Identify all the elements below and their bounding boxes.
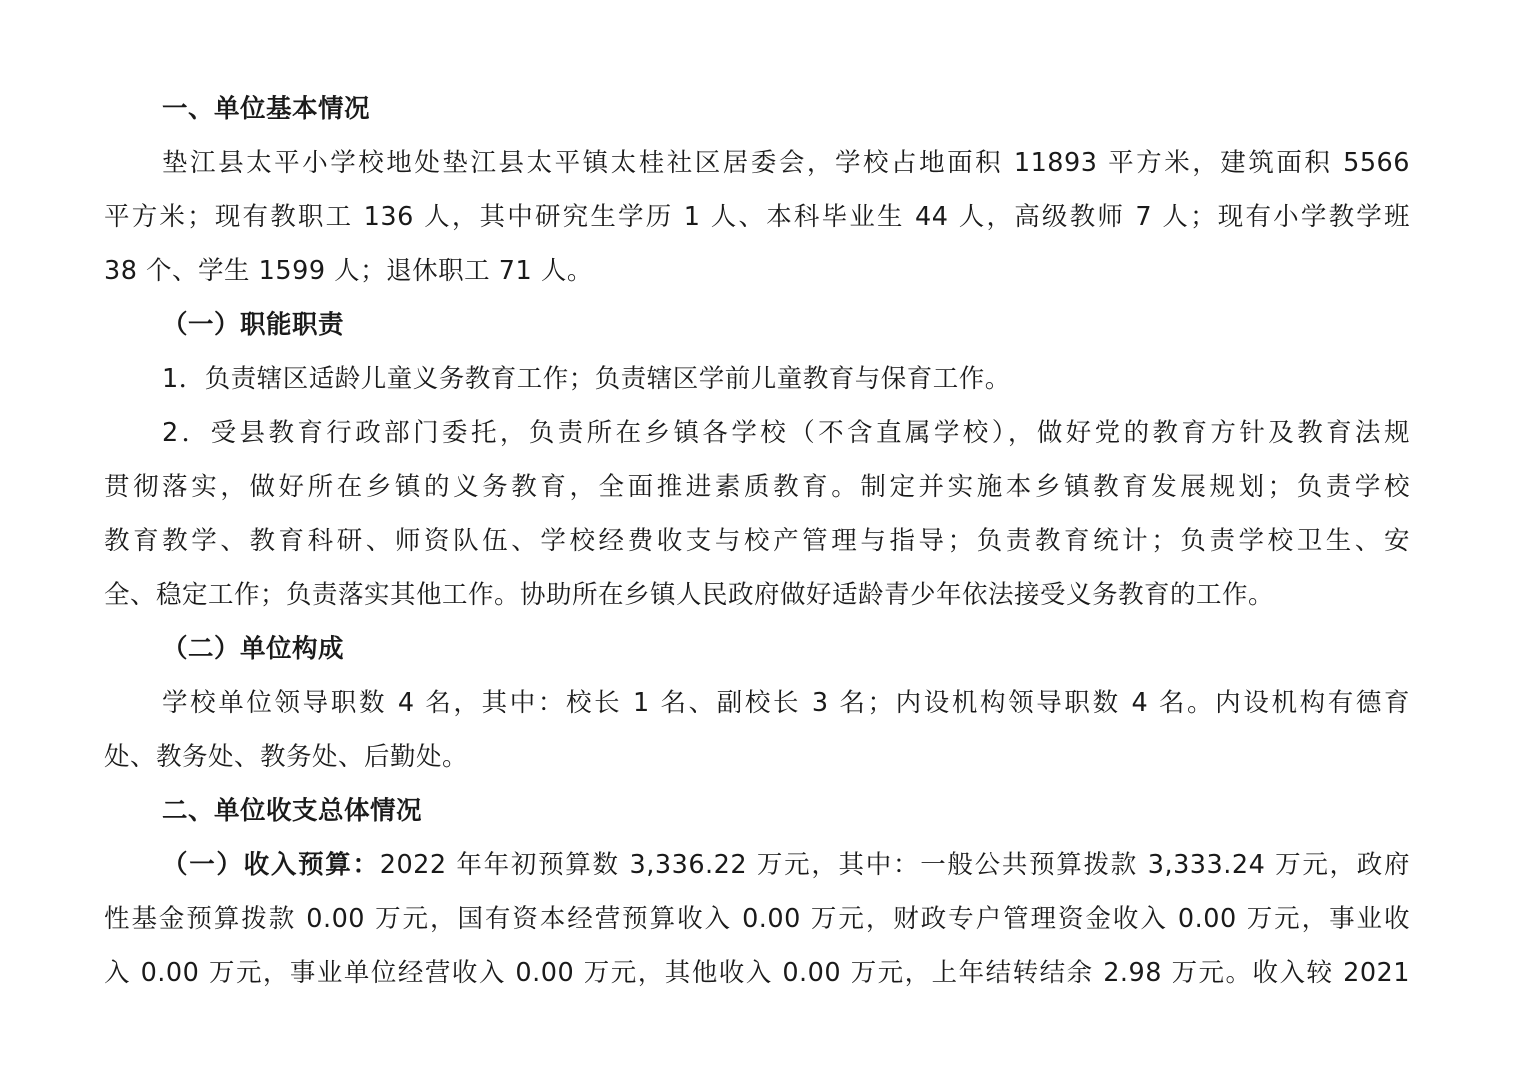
duty-item-1: 1．负责辖区适龄儿童义务教育工作；负责辖区学前儿童教育与保育工作。 [162, 364, 1011, 394]
income-line-2: 性基金预算拨款 0.00 万元，国有资本经营预算收入 0.00 万元，财政专户管理资金收入 0.00 万元，事业收 [104, 904, 1410, 934]
document-page [104, 82, 1410, 1000]
section2-heading: 二、单位收支总体情况 [162, 796, 423, 826]
income-line-1 [104, 838, 1410, 892]
intro-line-1: 垫江县太平小学校地处垫江县太平镇太桂社区居委会，学校占地面积 11893 平方米，建筑面积 5566 [162, 148, 1410, 178]
duties-heading: （一）职能职责 [162, 310, 345, 340]
income-line-3: 入 0.00 万元，事业单位经营收入 0.00 万元，其他收入 0.00 万元，上年结转结余 2.98 万元。收入较 2021 [104, 958, 1410, 988]
structure-line-1: 学校单位领导职数 4 名，其中：校长 1 名、副校长 3 名；内设机构领导职数 4 名。内设机构有德育 [162, 688, 1410, 718]
structure-line-2: 处、教务处、教务处、后勤处。 [104, 742, 469, 772]
duty-item-2-line-4: 全、稳定工作；负责落实其他工作。协助所在乡镇人民政府做好适龄青少年依法接受义务教育的工作。 [104, 580, 1275, 610]
duty-item-2-line-1: 2．受县教育行政部门委托，负责所在乡镇各学校（不含直属学校），做好党的教育方针及教育法规 [162, 418, 1410, 448]
intro-line-2: 平方米；现有教职工 136 人，其中研究生学历 1 人、本科毕业生 44 人，高级教师 7 人；现有小学教学班 [104, 202, 1410, 232]
duty-item-2-line-2: 贯彻落实，做好所在乡镇的义务教育，全面推进素质教育。制定并实施本乡镇教育发展规划；负责学校 [104, 472, 1410, 502]
intro-line-3: 38 个、学生 1599 人；退休职工 71 人。 [104, 256, 593, 286]
duty-item-2-line-3: 教育教学、教育科研、师资队伍、学校经费收支与校产管理与指导；负责教育统计；负责学校卫生、安 [104, 526, 1410, 556]
section1-heading: 一、单位基本情况 [162, 94, 371, 124]
income-line-1-text: 2022 年年初预算数 3,336.22 万元，其中：一般公共预算拨款 3,333.24 万元，政府 [379, 850, 1410, 880]
income-label: （一）收入预算： [162, 850, 380, 880]
structure-heading: （二）单位构成 [162, 634, 345, 664]
